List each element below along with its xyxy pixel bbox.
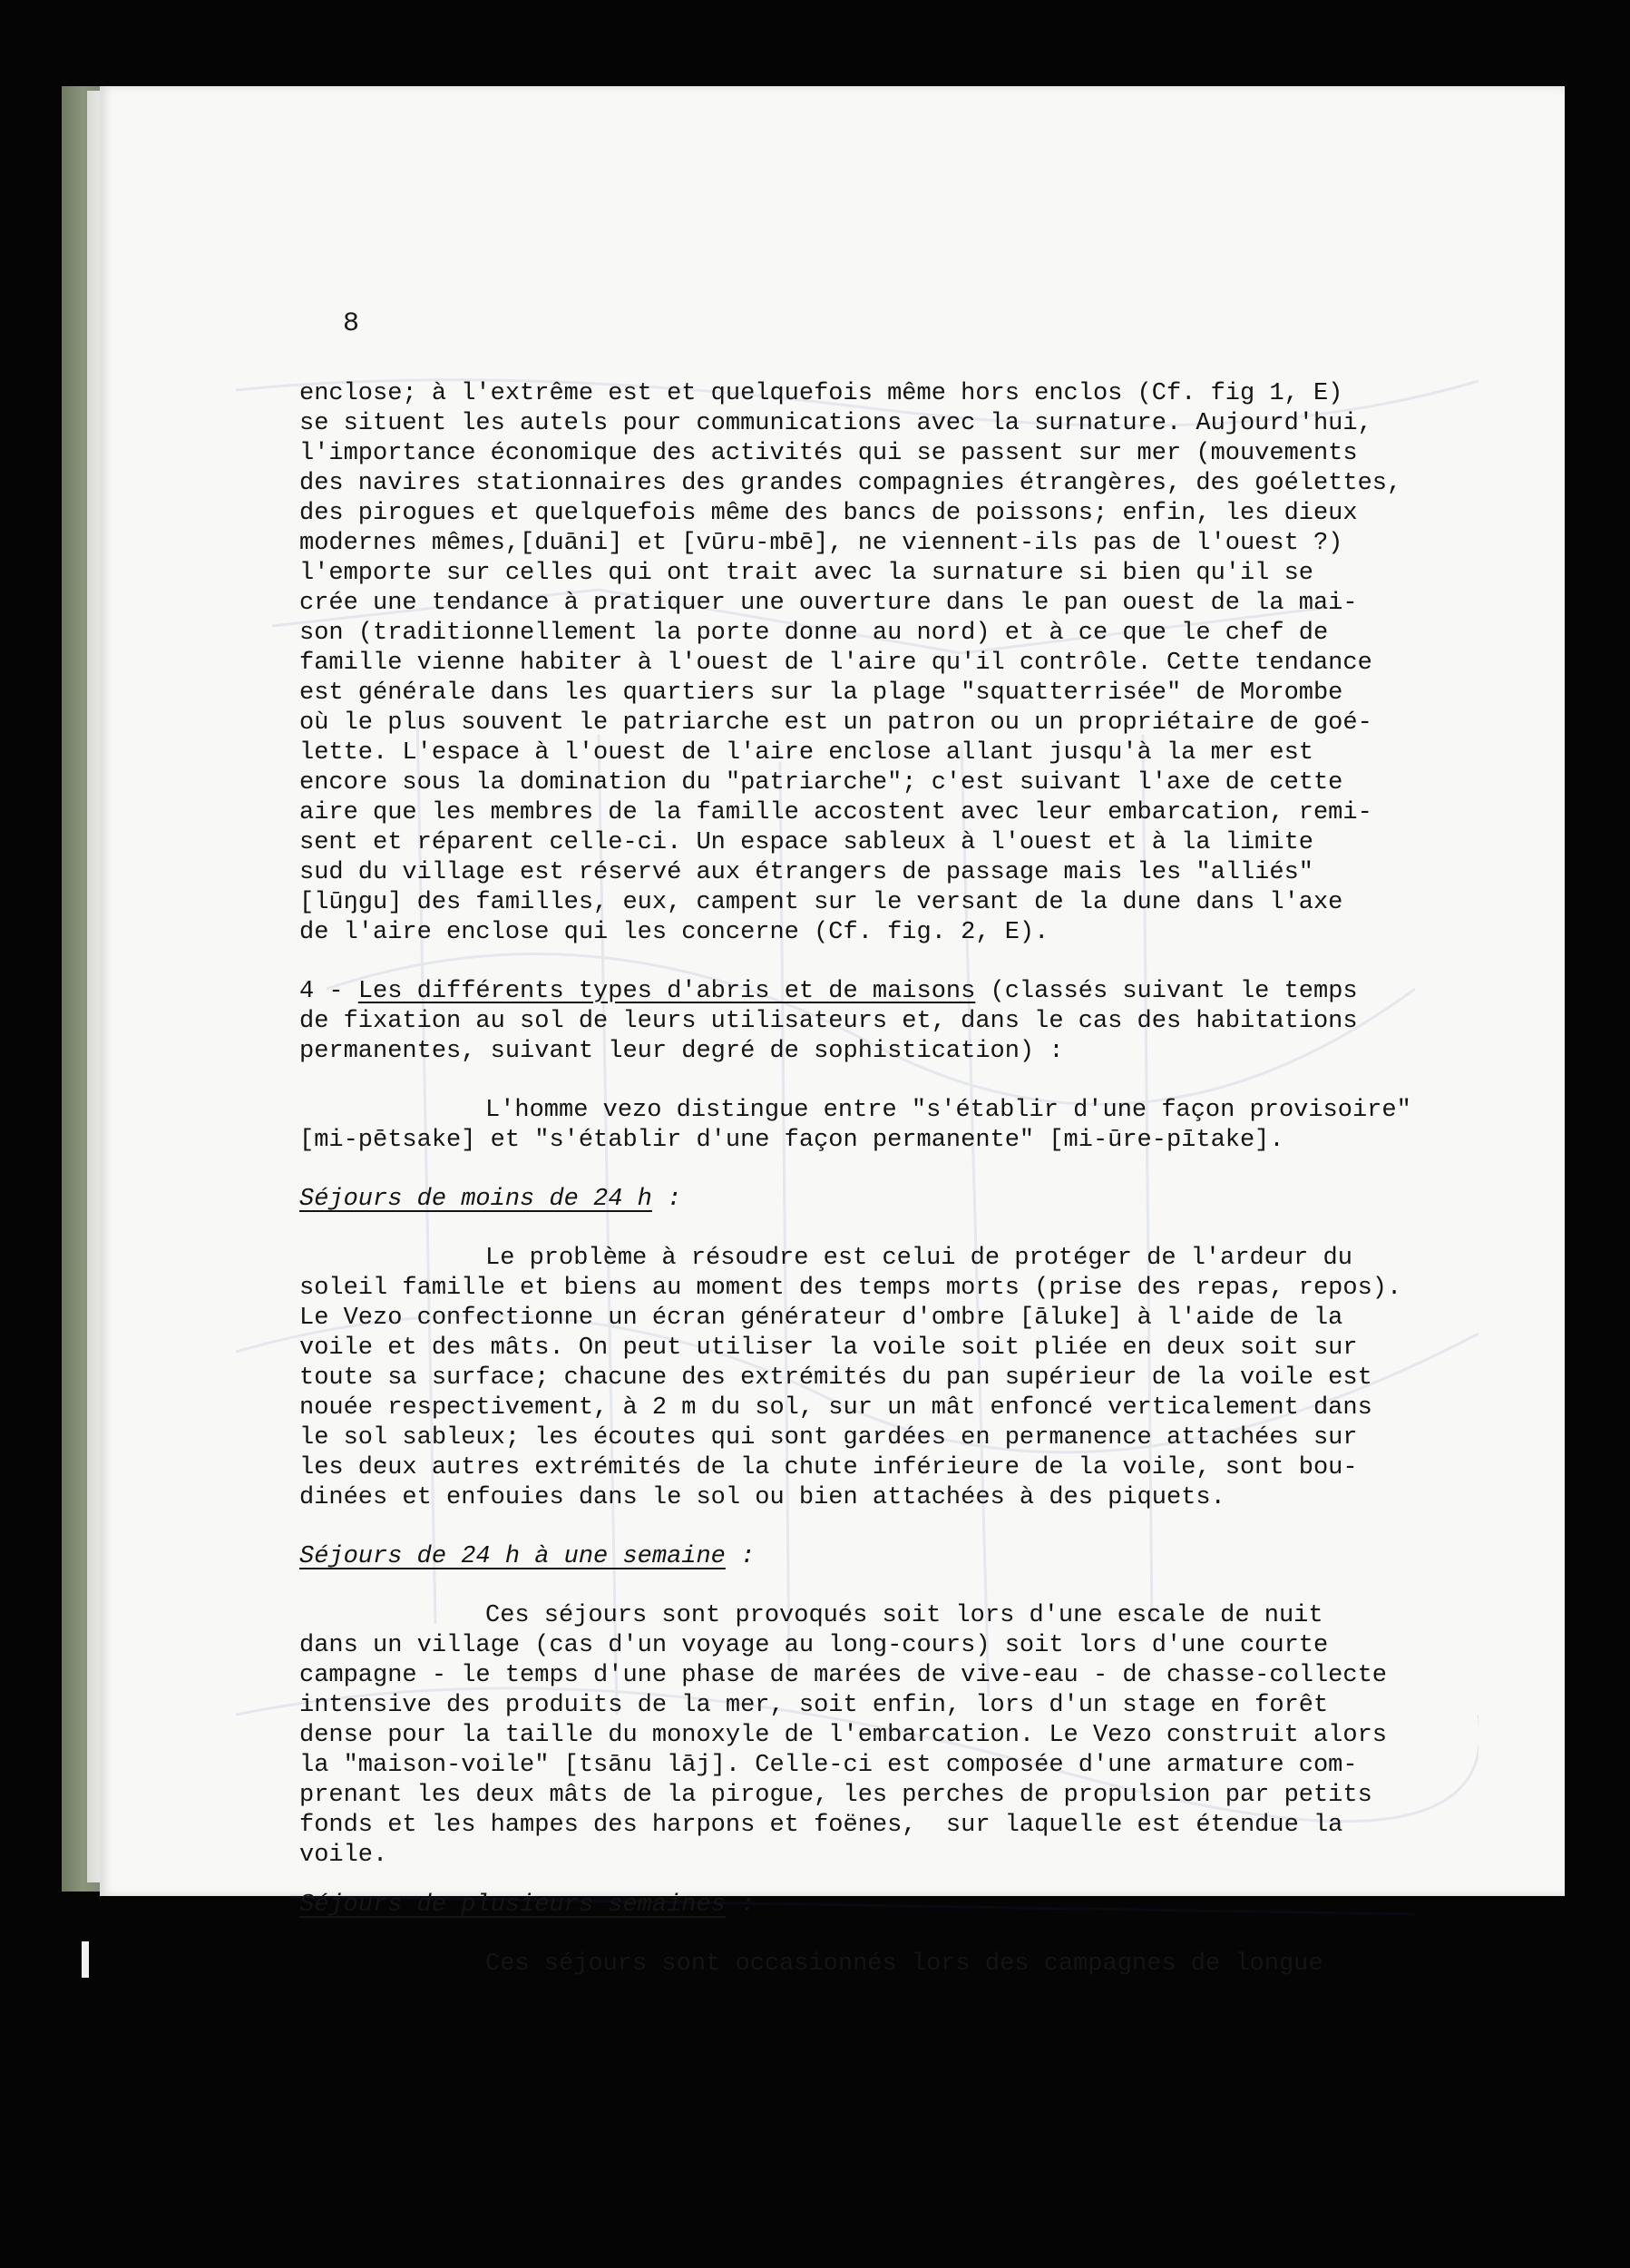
- subheading-several-weeks: Séjours de plusieurs semaines :: [299, 1892, 756, 1919]
- text-line: les deux autres extrémités de la chute inférieure de la voile, sont bou-: [299, 1454, 1358, 1481]
- text-line: Ces séjours sont occasionnés lors des campagnes de longue: [485, 1950, 1323, 1978]
- text-line: fonds et les hampes des harpons et foënes, sur laquelle est étendue la: [299, 1812, 1343, 1839]
- text-line: voile.: [299, 1842, 388, 1869]
- subheading-short-stay: Séjours de moins de 24 h :: [299, 1186, 682, 1213]
- text-line: l'importance économique des activités qui se passent sur mer (mouvements: [299, 440, 1358, 467]
- section-4-heading-line: [299, 977, 1551, 1007]
- text-line: de fixation au sol de leurs utilisateurs et, dans le cas des habitations: [299, 1008, 1358, 1035]
- section-4: [299, 977, 1551, 1067]
- page-number: 8: [343, 308, 360, 339]
- text-line: se situent les autels pour communications avec la surnature. Aujourd'hui,: [299, 410, 1372, 437]
- section-title-rest: (classés suivant le temps: [975, 978, 1358, 1005]
- text-line: où le plus souvent le patriarche est un patron ou un propriétaire de goé-: [299, 709, 1372, 737]
- text-line: dense pour la taille du monoxyle de l'embarcation. Le Vezo construit alors: [299, 1722, 1387, 1749]
- text-line: sud du village est réservé aux étrangers de passage mais les "alliés": [299, 859, 1313, 886]
- text-line: permanentes, suivant leur degré de sophistication) :: [299, 1038, 1064, 1065]
- text-line: aire que les membres de la famille accostent avec leur embarcation, remi-: [299, 799, 1372, 826]
- text-line: est générale dans les quartiers sur la plage "squatterrisée" de Morombe: [299, 679, 1343, 707]
- text-line: toute sa surface; chacune des extrémités du pan supérieur de la voile est: [299, 1364, 1372, 1392]
- text-line: lette. L'espace à l'ouest de l'aire enclose allant jusqu'à la mer est: [299, 739, 1313, 767]
- section-number: 4 -: [299, 978, 358, 1005]
- text-line: la "maison-voile" [tsānu lāj]. Celle-ci est composée d'une armature com-: [299, 1752, 1358, 1779]
- text-line: famille vienne habiter à l'ouest de l'aire qu'il contrôle. Cette tendance: [299, 650, 1372, 677]
- text-line: enclose; à l'extrême est et quelquefois même hors enclos (Cf. fig 1, E): [299, 380, 1343, 407]
- paragraph: [299, 1601, 1551, 1871]
- text-line: son (traditionnellement la porte donne au nord) et à ce que le chef de: [299, 620, 1329, 647]
- body-text: [299, 379, 1551, 1980]
- text-line: modernes mêmes,[duāni] et [vūru-mbē], ne viennent-ils pas de l'ouest ?): [299, 530, 1343, 557]
- text-line: [mi-pētsake] et "s'établir d'une façon permanente" [mi-ūre-pītake].: [299, 1127, 1284, 1154]
- text-line: [lūŋgu] des familles, eux, campent sur le versant de la dune dans l'axe: [299, 889, 1343, 916]
- paragraph: [299, 379, 1551, 948]
- text-line: voile et des mâts. On peut utiliser la voile soit pliée en deux soit sur: [299, 1334, 1358, 1362]
- section-title: Les différents types d'abris et de maisons: [357, 978, 976, 1005]
- text-line: l'emporte sur celles qui ont trait avec la surnature si bien qu'il se: [299, 560, 1313, 587]
- text-line: encore sous la domination du "patriarche"; c'est suivant l'axe de cette: [299, 769, 1343, 797]
- text-line: des navires stationnaires des grandes compagnies étrangères, des goélettes,: [299, 470, 1402, 497]
- text-line: prenant les deux mâts de la pirogue, les perches de propulsion par petits: [299, 1782, 1372, 1809]
- text-line: intensive des produits de la mer, soit enfin, lors d'un stage en forêt: [299, 1692, 1329, 1719]
- text-line: soleil famille et biens au moment des temps morts (prise des repas, repos).: [299, 1275, 1402, 1302]
- text-line: de l'aire enclose qui les concerne (Cf. fig. 2, E).: [299, 919, 1049, 946]
- text-line: dinées et enfouies dans le sol ou bien attachées à des piquets.: [299, 1484, 1225, 1511]
- text-line: des pirogues et quelquefois même des bancs de poissons; enfin, les dieux: [299, 500, 1358, 527]
- text-line: crée une tendance à pratiquer une ouverture dans le pan ouest de la mai-: [299, 590, 1358, 617]
- text-line: L'homme vezo distingue entre "s'établir d'une façon provisoire": [485, 1097, 1411, 1124]
- edge-mark: [82, 1941, 89, 1978]
- paragraph: [299, 1950, 1551, 1980]
- text-line: Ces séjours sont provoqués soit lors d'une escale de nuit: [485, 1602, 1323, 1629]
- text-line: le sol sableux; les écoutes qui sont gardées en permanence attachées sur: [299, 1424, 1358, 1452]
- subheading-day-to-week: Séjours de 24 h à une semaine :: [299, 1543, 756, 1570]
- text-line: nouée respectivement, à 2 m du sol, sur un mât enfoncé verticalement dans: [299, 1394, 1372, 1422]
- paragraph: [299, 1244, 1551, 1513]
- paragraph: [299, 1096, 1551, 1156]
- text-line: campagne - le temps d'une phase de marées de vive-eau - de chasse-collecte: [299, 1662, 1387, 1689]
- text-line: Le Vezo confectionne un écran générateur d'ombre [āluke] à l'aide de la: [299, 1305, 1343, 1332]
- text-line: sent et réparent celle-ci. Un espace sableux à l'ouest et à la limite: [299, 829, 1313, 856]
- text-line: dans un village (cas d'un voyage au long-cours) soit lors d'une courte: [299, 1632, 1329, 1659]
- text-line: Le problème à résoudre est celui de protéger de l'ardeur du: [485, 1245, 1352, 1272]
